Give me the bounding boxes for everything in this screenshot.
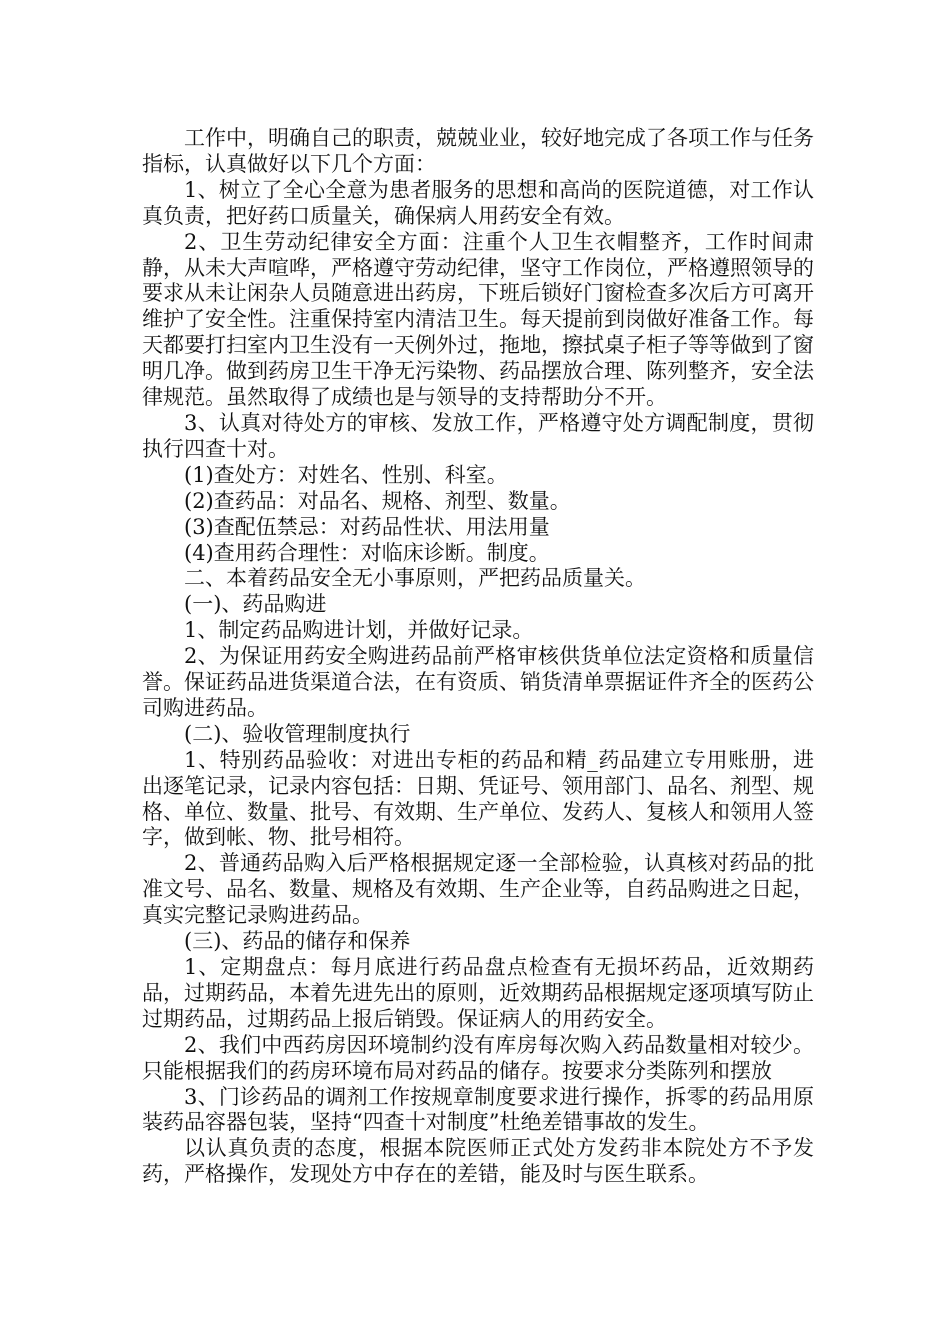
paragraph-storage-3: 3、门诊药品的调剂工作按规章制度要求进行操作，拆零的药品用原装药品容器包装，坚持“四查十对制度”杜绝差错事故的发生。 (142, 1084, 814, 1135)
paragraph-purchase-2: 2、为保证用药安全购进药品前严格审核供货单位法定资格和质量信誉。保证药品进货渠道合法，在有资质、销货清单票据证件齐全的医药公司购进药品。 (142, 644, 814, 720)
paragraph-storage-2: 2、我们中西药房因环境制约没有库房每次购入药品数量相对较少。只能根据我们的药房环境布局对药品的储存。按要求分类陈列和摆放 (142, 1032, 814, 1083)
paragraph-check-2: (2)查药品：对品名、规格、剂型、数量。 (184, 488, 571, 513)
paragraph-closing: 以认真负责的态度，根据本院医师正式处方发药非本院处方不予发药，严格操作，发现处方中存在的差错，能及时与医生联系。 (142, 1136, 814, 1187)
paragraph-check-4: (4)查用药合理性：对临床诊断。制度。 (184, 540, 550, 565)
subsection-heading-storage: (三)、药品的储存和保养 (184, 929, 411, 954)
paragraph-check-1: (1)查处方：对姓名、性别、科室。 (184, 462, 508, 487)
document-body (142, 126, 814, 1188)
paragraph-acceptance-1: 1、特别药品验收：对进出专柜的药品和精_药品建立专用账册，进出逐笔记录，记录内容包括：日期、凭证号、领用部门、品名、剂型、规格、单位、数量、批号、有效期、生产单位、发药人、复核人和领用人签字，做到帐、物、批号相符。 (142, 747, 814, 850)
paragraph-item-2: 2、卫生劳动纪律安全方面：注重个人卫生衣帽整齐，工作时间肃静，从未大声喧哗，严格遵守劳动纪律，坚守工作岗位，严格遵照领导的要求从未让闲杂人员随意进出药房，下班后锁好门窗检查多次后方可离开维护了安全性。注重保持室内清洁卫生。每天提前到岗做好准备工作。每天都要打扫室内卫生没有一天例外过，拖地，擦拭桌子柜子等等做到了窗明几净。做到药房卫生干净无污染物、药品摆放合理、陈列整齐，安全法律规范。虽然取得了成绩也是与领导的支持帮助分不开。 (142, 229, 814, 410)
section-heading-2: 二、本着药品安全无小事原则，严把药品质量关。 (184, 566, 646, 591)
subsection-heading-purchase: (一)、药品购进 (184, 592, 327, 617)
paragraph-item-1: 1、树立了全心全意为患者服务的思想和高尚的医院道德，对工作认真负责，把好药口质量关，确保病人用药安全有效。 (142, 177, 814, 228)
paragraph-purchase-1: 1、制定药品购进计划，并做好记录。 (184, 618, 534, 643)
subsection-heading-acceptance: (二)、验收管理制度执行 (184, 721, 411, 746)
paragraph-acceptance-2: 2、普通药品购入后严格根据规定逐一全部检验，认真核对药品的批准文号、品名、数量、规格及有效期、生产企业等，自药品购进之日起，真实完整记录购进药品。 (142, 851, 814, 928)
paragraph-item-3: 3、认真对待处方的审核、发放工作，严格遵守处方调配制度，贯彻执行四查十对。 (142, 410, 814, 461)
paragraph-storage-1: 1、定期盘点：每月底进行药品盘点检查有无损坏药品，近效期药品，过期药品，本着先进先出的原则，近效期药品根据规定逐项填写防止过期药品，过期药品上报后销毁。保证病人的用药安全。 (142, 955, 814, 1031)
paragraph-intro: 工作中，明确自己的职责，兢兢业业，较好地完成了各项工作与任务指标，认真做好以下几个方面： (142, 126, 814, 176)
paragraph-check-3: (3)查配伍禁忌：对药品性状、用法用量 (184, 514, 550, 539)
